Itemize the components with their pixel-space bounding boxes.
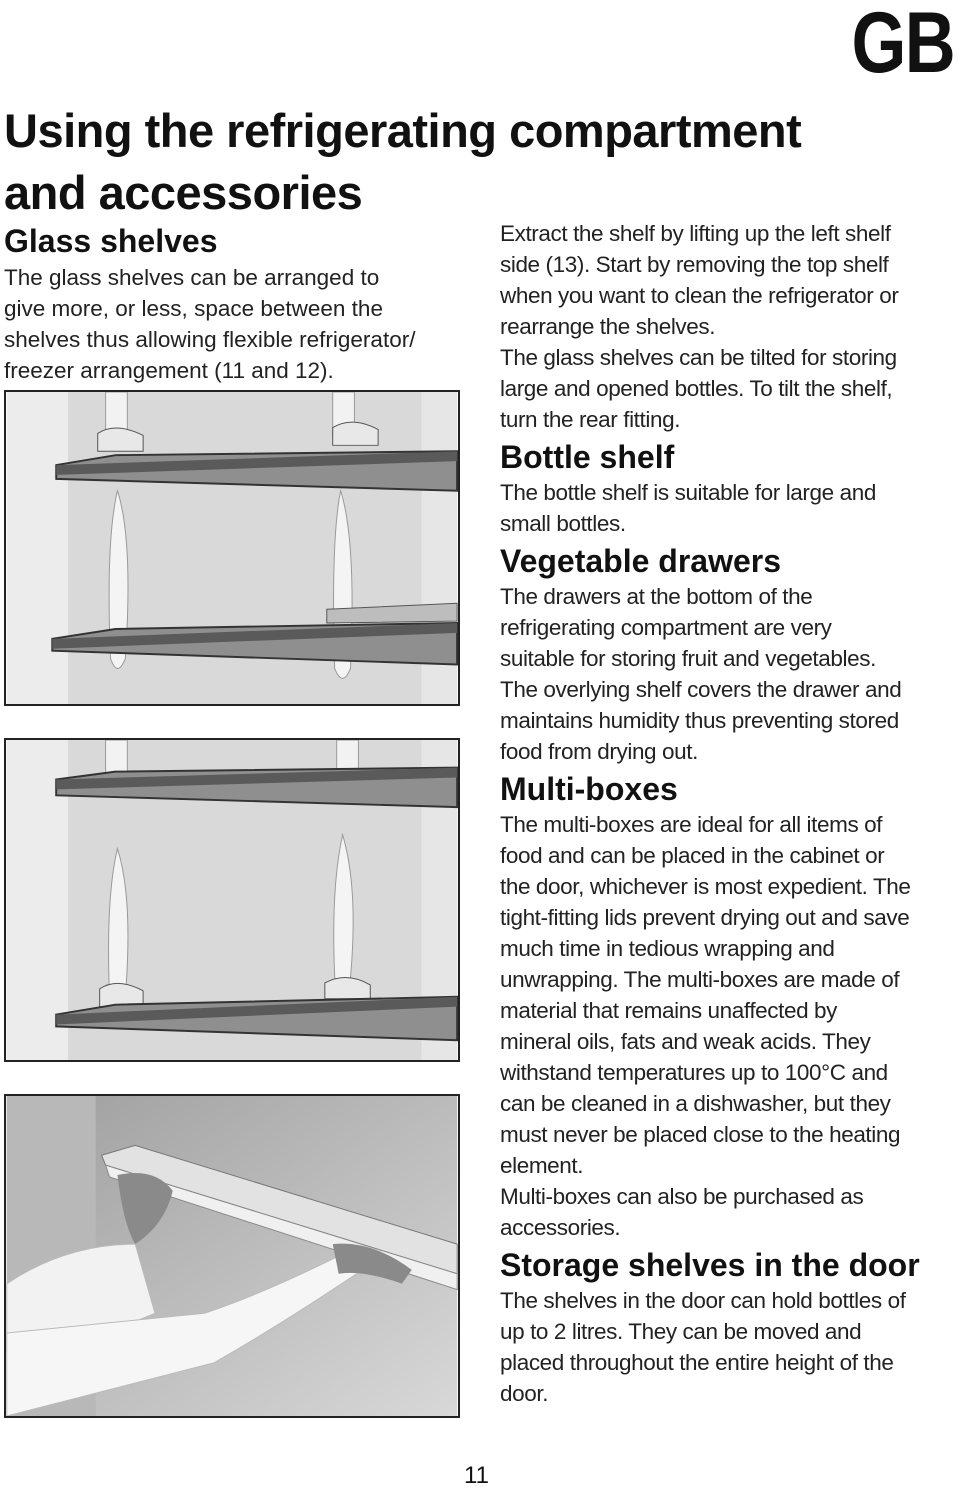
paragraph-line: rearrange the shelves. <box>500 314 716 339</box>
paragraph-line: can be cleaned in a dishwasher, but they <box>500 1091 891 1116</box>
section-heading-vegetable-drawers: Vegetable drawers <box>500 543 782 579</box>
paragraph-line: food from drying out. <box>500 739 698 764</box>
paragraph-line: turn the rear fitting. <box>500 407 681 432</box>
paragraph-line: mineral oils, fats and weak acids. They <box>500 1029 871 1054</box>
paragraph-line: must never be placed close to the heating <box>500 1122 901 1147</box>
section-heading-glass-shelves: Glass shelves <box>4 223 218 259</box>
paragraph-line: large and opened bottles. To tilt the shelf, <box>500 376 893 401</box>
page-number: 11 <box>464 1462 489 1489</box>
shelf-illustration-11 <box>6 392 458 704</box>
paragraph-line: unwrapping. The multi-boxes are made of <box>500 967 900 992</box>
right-column <box>500 218 958 1409</box>
paragraph-line: the door, whichever is most expedient. The <box>500 874 911 899</box>
paragraph-line: freezer arrangement (11 and 12). <box>4 358 334 383</box>
paragraph-line: when you want to clean the refrigerator or <box>500 283 899 308</box>
paragraph-line: maintains humidity thus preventing stored <box>500 708 899 733</box>
page-title-line2: and accessories <box>4 166 363 219</box>
paragraph-line: placed throughout the entire height of the <box>500 1350 894 1375</box>
paragraph-line: tight-fitting lids prevent drying out and save <box>500 905 910 930</box>
paragraph-line: accessories. <box>500 1215 621 1240</box>
shelf-illustration-12 <box>6 740 458 1060</box>
language-code: GB <box>851 0 954 91</box>
paragraph-line: side (13). Start by removing the top shelf <box>500 252 889 277</box>
glass-shelves-intro <box>4 220 454 386</box>
paragraph-line: up to 2 litres. They can be moved and <box>500 1319 862 1344</box>
section-heading-multi-boxes: Multi-boxes <box>500 771 678 807</box>
figure-12-shelf-illustration <box>4 738 460 1062</box>
paragraph-line: The bottle shelf is suitable for large and <box>500 480 876 505</box>
paragraph-line: The glass shelves can be tilted for storing <box>500 345 897 370</box>
paragraph-line: much time in tedious wrapping and <box>500 936 835 961</box>
paragraph-line: give more, or less, space between the <box>4 296 383 321</box>
paragraph-line: suitable for storing fruit and vegetables. <box>500 646 876 671</box>
paragraph-line: refrigerating compartment are very <box>500 615 832 640</box>
paragraph-line: The multi-boxes are ideal for all items of <box>500 812 883 837</box>
page-title-line1: Using the refrigerating compartment <box>4 104 802 157</box>
page-title <box>4 100 904 224</box>
paragraph-line: The shelves in the door can hold bottles of <box>500 1288 906 1313</box>
section-heading-bottle-shelf: Bottle shelf <box>500 439 675 475</box>
paragraph-line: food and can be placed in the cabinet or <box>500 843 885 868</box>
paragraph-line: The drawers at the bottom of the <box>500 584 813 609</box>
paragraph-line: door. <box>500 1381 549 1406</box>
figure-13-photo-removing-shelf <box>4 1094 460 1418</box>
paragraph-line: withstand temperatures up to 100°C and <box>500 1060 888 1085</box>
section-heading-door-shelves: Storage shelves in the door <box>500 1247 920 1283</box>
paragraph-line: Extract the shelf by lifting up the left shelf <box>500 221 891 246</box>
paragraph-line: small bottles. <box>500 511 626 536</box>
figure-11-shelf-illustration <box>4 390 460 706</box>
paragraph-line: element. <box>500 1153 584 1178</box>
paragraph-line: The glass shelves can be arranged to <box>4 265 380 290</box>
shelf-removal-photo <box>6 1096 458 1416</box>
paragraph-line: Multi-boxes can also be purchased as <box>500 1184 864 1209</box>
paragraph-line: shelves thus allowing flexible refrigerator/ <box>4 327 416 352</box>
glass-shelves-continued <box>500 218 958 435</box>
paragraph-line: material that remains unaffected by <box>500 998 838 1023</box>
paragraph-line: The overlying shelf covers the drawer and <box>500 677 902 702</box>
